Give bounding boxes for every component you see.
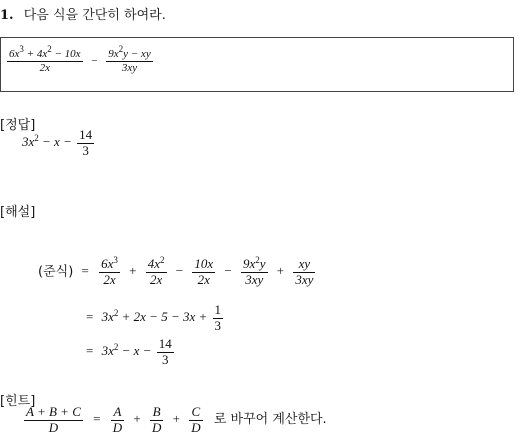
fraction-1-numerator: $6x^3 + 4x^2 - 10x$ [9, 44, 81, 60]
term-4-denominator: 3xy [245, 271, 264, 287]
term-5 [293, 257, 315, 288]
problem-text: 다음 식을 간단히 하여라. [23, 8, 166, 23]
answer-fraction [77, 128, 94, 159]
hint-part-c-denominator: D [191, 419, 201, 435]
solution-label: [해설] [0, 205, 36, 220]
term-1-denominator: 2x [103, 271, 116, 287]
answer-fraction-denominator: 3 [82, 142, 89, 158]
plus-sign: + [129, 263, 137, 279]
minus-sign: − [91, 54, 98, 67]
equals-sign: = [86, 309, 94, 325]
fraction-2-numerator: $9x^2y$ − xy [108, 44, 151, 60]
answer-lead: $3x^2 - x$ − [22, 133, 72, 150]
hint-expression [22, 405, 327, 436]
solution-line-2-numerator: 1 [214, 302, 222, 317]
term-2 [146, 257, 167, 288]
term-4-numerator: $9x^2y$ [242, 255, 266, 271]
fraction-1 [7, 44, 83, 74]
minus-sign: − [175, 263, 184, 279]
term-3-numerator: 10x [194, 256, 214, 271]
problem-number: 1. [0, 8, 14, 23]
equals-sign: = [86, 343, 94, 359]
plus-sign: + [133, 411, 141, 427]
hint-part-c [189, 405, 202, 436]
hint-main-numerator: A + B + C [26, 404, 81, 419]
term-4 [241, 257, 268, 288]
solution-line-1 [38, 257, 317, 288]
fraction-2-denominator: 3xy [121, 61, 138, 74]
solution-line-2-denominator: 3 [214, 317, 222, 333]
equals-sign: = [81, 263, 89, 279]
term-3 [192, 257, 215, 288]
solution-line-2-fraction [213, 303, 224, 334]
hint-part-b-numerator: B [150, 405, 163, 421]
answer-expression [22, 128, 96, 159]
hint-part-b [150, 405, 163, 436]
hint-part-a-denominator: D [112, 419, 123, 435]
solution-line-3-numerator: 14 [158, 336, 172, 351]
hint-tail: 로 바꾸어 계산한다. [213, 412, 327, 428]
term-2-numerator: $4x^2$ [147, 255, 165, 271]
problem-box [0, 37, 514, 92]
hint-label: [힌트] [0, 394, 36, 409]
term-1-numerator: $6x^3$ [101, 255, 118, 271]
minus-sign: − [224, 263, 232, 279]
plus-sign: + [276, 263, 285, 279]
solution-line-3-lead: $3x^2 - x$ − [101, 342, 152, 359]
problem-heading [0, 4, 166, 23]
solution-prefix: (준식) [38, 264, 74, 280]
term-3-denominator: 2x [197, 271, 210, 287]
solution-line-2 [81, 303, 225, 334]
solution-line-3-denominator: 3 [161, 351, 169, 367]
hint-main-denominator: D [48, 419, 59, 435]
answer-label: [정답] [0, 118, 36, 133]
problem-expression [5, 44, 155, 74]
answer-fraction-numerator: 14 [79, 127, 93, 142]
hint-main-fraction [24, 405, 83, 436]
hint-part-b-denominator: D [151, 419, 162, 435]
fraction-2 [106, 44, 152, 74]
term-5-denominator: 3xy [295, 271, 314, 287]
solution-line-3 [81, 337, 176, 368]
solution-line-3-fraction [157, 337, 174, 368]
solution-line-2-lead: $3x^2 + 2x - 5 - 3x$ + [101, 308, 208, 325]
hint-part-a-numerator: A [111, 405, 124, 421]
term-5-numerator: xy [293, 257, 315, 273]
equals-sign: = [93, 411, 101, 427]
term-1 [99, 257, 120, 288]
plus-sign: + [172, 411, 180, 427]
hint-part-a [111, 405, 124, 436]
fraction-1-denominator: 2x [39, 61, 50, 74]
hint-part-c-numerator: C [189, 405, 202, 421]
term-2-denominator: 2x [149, 271, 163, 287]
